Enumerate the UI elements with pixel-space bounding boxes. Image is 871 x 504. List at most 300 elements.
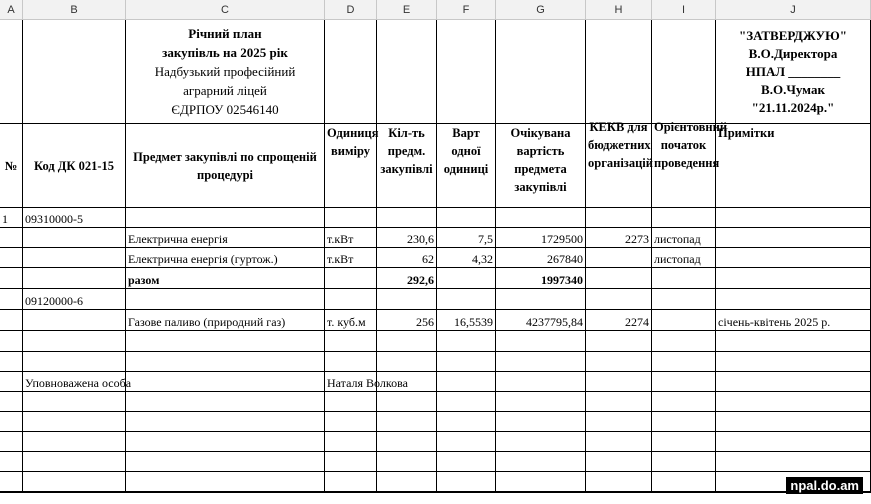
- cell-h17-text: [588, 492, 649, 493]
- column-header-g[interactable]: G: [496, 0, 586, 20]
- cell-a15-text: [2, 452, 20, 471]
- header-num-label: №: [4, 158, 18, 173]
- cell-e1[interactable]: [377, 20, 437, 124]
- cell-h8[interactable]: [586, 310, 652, 331]
- cell-e8-text: 256: [416, 315, 434, 329]
- cell-a17-text: [2, 492, 20, 493]
- cell-i5[interactable]: [652, 248, 716, 268]
- cell-f13[interactable]: [437, 412, 496, 432]
- cell-j9[interactable]: [716, 331, 871, 352]
- cell-h10-text: [588, 352, 649, 371]
- cell-g15[interactable]: [496, 452, 586, 472]
- cell-d11[interactable]: [325, 372, 408, 392]
- cell-d6[interactable]: [325, 268, 377, 289]
- cell-g15-text: [498, 452, 583, 471]
- cell-h15[interactable]: [586, 452, 652, 472]
- header-kekv-label: КЕКВ для бюджетних організацій: [588, 120, 653, 170]
- cell-h13[interactable]: [586, 412, 652, 432]
- header-code-label: Код ДК 021-15: [34, 158, 114, 173]
- title-line1: Річний план: [188, 26, 262, 41]
- cell-i1[interactable]: [652, 20, 716, 124]
- cell-j6[interactable]: [716, 268, 871, 289]
- cell-d8-text: т. куб.м: [327, 315, 366, 329]
- header-subject-label: Предмет закупівлі по спрощеній процедурі: [133, 149, 317, 182]
- cell-h13-text: [588, 412, 649, 431]
- cell-c17-text: [128, 492, 322, 493]
- column-header-c[interactable]: C: [126, 0, 325, 20]
- cell-a11-text: [2, 372, 20, 391]
- cell-e13[interactable]: [377, 412, 437, 432]
- cell-b16[interactable]: [23, 472, 126, 492]
- cell-b8-text: [25, 310, 123, 330]
- cell-f9[interactable]: [437, 331, 496, 352]
- header-unit[interactable]: [325, 124, 377, 208]
- cell-c16-text: [128, 472, 322, 491]
- cell-f6[interactable]: [437, 268, 496, 289]
- cell-h5[interactable]: [586, 248, 652, 268]
- cell-e4-text: 230,6: [407, 232, 434, 246]
- header-expected-label: Очікувана вартість предмета закупівлі: [510, 126, 571, 194]
- cell-b13[interactable]: [23, 412, 126, 432]
- cell-g1-text: [498, 20, 583, 123]
- cell-j5-text: [718, 248, 868, 267]
- cell-h14-text: [588, 432, 649, 451]
- cell-b7-text: 09120000-6: [25, 294, 83, 308]
- cell-a13[interactable]: [0, 412, 23, 432]
- cell-e8[interactable]: [377, 310, 437, 331]
- cell-j12[interactable]: [716, 392, 871, 412]
- cell-e6-text: 292,6: [407, 273, 434, 287]
- cell-e15[interactable]: [377, 452, 437, 472]
- cell-a8[interactable]: [0, 310, 23, 331]
- cell-g3[interactable]: [496, 208, 586, 228]
- cell-b11-text: Уповноважена особа: [25, 376, 132, 390]
- header-unit-label: Одиниця виміру: [327, 126, 379, 158]
- cell-g9[interactable]: [496, 331, 586, 352]
- cell-i12[interactable]: [652, 392, 716, 412]
- cell-i9[interactable]: [652, 331, 716, 352]
- cell-a8-text: [2, 310, 20, 330]
- cell-d3[interactable]: [325, 208, 377, 228]
- cell-c16[interactable]: [126, 472, 325, 492]
- cell-f1-text: [439, 20, 493, 123]
- cell-h1[interactable]: [586, 20, 652, 124]
- cell-b6-text: [25, 268, 123, 288]
- cell-a14[interactable]: [0, 432, 23, 452]
- cell-f16[interactable]: [437, 472, 496, 492]
- cell-b14[interactable]: [23, 432, 126, 452]
- cell-a12[interactable]: [0, 392, 23, 412]
- cell-f4[interactable]: [437, 228, 496, 248]
- cell-f4-text: 7,5: [478, 232, 493, 246]
- cell-f14[interactable]: [437, 432, 496, 452]
- cell-j8[interactable]: [716, 310, 871, 331]
- header-num[interactable]: [0, 124, 23, 208]
- cell-b4[interactable]: [23, 228, 126, 248]
- cell-c8-text: Газове паливо (природний газ): [128, 315, 286, 329]
- cell-c5-text: Електрична енергія (гуртож.): [128, 252, 278, 266]
- cell-d14[interactable]: [325, 432, 377, 452]
- cell-c13[interactable]: [126, 412, 325, 432]
- cell-i10-text: [654, 352, 713, 371]
- header-qty-label: Кіл-ть предм. закупівлі: [380, 126, 433, 176]
- cell-i3[interactable]: [652, 208, 716, 228]
- cell-e9-text: [379, 331, 434, 351]
- cell-h4[interactable]: [586, 228, 652, 248]
- cell-j14-text: [718, 432, 868, 451]
- cell-c14-text: [128, 432, 322, 451]
- cell-e7-text: [379, 289, 434, 309]
- cell-f1[interactable]: [437, 20, 496, 124]
- cell-b12-text: [25, 392, 123, 411]
- cell-d8[interactable]: [325, 310, 377, 331]
- approval-line2: В.О.Директора: [748, 45, 838, 61]
- approval-line3: НПАЛ ________: [745, 63, 841, 79]
- cell-a10-text: [2, 352, 20, 371]
- column-header-f[interactable]: F: [437, 0, 496, 20]
- cell-f12[interactable]: [437, 392, 496, 412]
- header-price[interactable]: [437, 124, 496, 208]
- cell-a13-text: [2, 412, 20, 431]
- cell-j8-text: січень-квітень 2025 р.: [718, 315, 831, 329]
- cell-h14[interactable]: [586, 432, 652, 452]
- cell-i1-text: [654, 20, 713, 123]
- cell-a6[interactable]: [0, 268, 23, 289]
- cell-c7[interactable]: [126, 289, 325, 310]
- cell-j5[interactable]: [716, 248, 871, 268]
- cell-h17[interactable]: [586, 492, 652, 493]
- cell-b4-text: [25, 228, 123, 247]
- cell-j9-text: [718, 331, 868, 351]
- cell-h16-text: [588, 472, 649, 491]
- cell-c4-text: Електрична енергія: [128, 232, 228, 246]
- column-header-e[interactable]: E: [377, 0, 437, 20]
- cell-j7[interactable]: [716, 289, 871, 310]
- header-subject[interactable]: [126, 124, 325, 208]
- cell-j13[interactable]: [716, 412, 871, 432]
- cell-i5-text: листопад: [654, 252, 701, 266]
- cell-i8[interactable]: [652, 310, 716, 331]
- cell-b5[interactable]: [23, 248, 126, 268]
- cell-g8[interactable]: [496, 310, 586, 331]
- cell-d7[interactable]: [325, 289, 377, 310]
- cell-b15[interactable]: [23, 452, 126, 472]
- cell-d5[interactable]: [325, 248, 377, 268]
- cell-i16-text: [654, 472, 713, 491]
- cell-g5[interactable]: [496, 248, 586, 268]
- column-header-i[interactable]: I: [652, 0, 716, 20]
- cell-b9-text: [25, 331, 123, 351]
- cell-d14-text: [327, 432, 374, 451]
- cell-a7[interactable]: [0, 289, 23, 310]
- cell-h5-text: [588, 248, 649, 267]
- cell-g3-text: [498, 208, 583, 227]
- cell-i11[interactable]: [652, 372, 716, 392]
- cell-c5[interactable]: [126, 248, 325, 268]
- cell-e9[interactable]: [377, 331, 437, 352]
- cell-d10[interactable]: [325, 352, 377, 372]
- cell-b16-text: [25, 472, 123, 491]
- cell-c3[interactable]: [126, 208, 325, 228]
- cell-g10[interactable]: [496, 352, 586, 372]
- cell-d13-text: [327, 412, 374, 431]
- header-notes[interactable]: [716, 124, 871, 208]
- cell-c11[interactable]: [126, 372, 325, 392]
- cell-g5-text: 267840: [547, 252, 583, 266]
- cell-c15[interactable]: [126, 452, 325, 472]
- cell-f7[interactable]: [437, 289, 496, 310]
- cell-d12[interactable]: [325, 392, 377, 412]
- cell-g10-text: [498, 352, 583, 371]
- cell-i4-text: листопад: [654, 232, 701, 246]
- cell-b9[interactable]: [23, 331, 126, 352]
- cell-g11-text: [498, 372, 583, 391]
- cell-c12-text: [128, 392, 322, 411]
- cell-a16[interactable]: [0, 472, 23, 492]
- cell-g6-text: 1997340: [541, 273, 583, 287]
- cell-g14[interactable]: [496, 432, 586, 452]
- cell-a10[interactable]: [0, 352, 23, 372]
- cell-j10[interactable]: [716, 352, 871, 372]
- cell-h16[interactable]: [586, 472, 652, 492]
- cell-i13-text: [654, 412, 713, 431]
- cell-b12[interactable]: [23, 392, 126, 412]
- column-header-j[interactable]: J: [716, 0, 871, 20]
- header-notes-label: Примітки: [718, 126, 775, 140]
- cell-d16-text: [327, 472, 374, 491]
- cell-f8[interactable]: [437, 310, 496, 331]
- column-header-a[interactable]: A: [0, 0, 23, 20]
- cell-b10[interactable]: [23, 352, 126, 372]
- cell-j3-text: [718, 208, 868, 227]
- cell-j11[interactable]: [716, 372, 871, 392]
- cell-f6-text: [439, 268, 493, 288]
- header-qty[interactable]: [377, 124, 437, 208]
- cell-e6[interactable]: [377, 268, 437, 289]
- cell-h11[interactable]: [586, 372, 652, 392]
- cell-g17-text: [498, 492, 583, 493]
- cell-h3[interactable]: [586, 208, 652, 228]
- cell-c9[interactable]: [126, 331, 325, 352]
- cell-a9[interactable]: [0, 331, 23, 352]
- cell-i7[interactable]: [652, 289, 716, 310]
- cell-g6[interactable]: [496, 268, 586, 289]
- cell-f8-text: 16,5539: [454, 315, 493, 329]
- cell-e3[interactable]: [377, 208, 437, 228]
- cell-b11[interactable]: [23, 372, 132, 392]
- approval-block[interactable]: [716, 20, 871, 124]
- cell-i10[interactable]: [652, 352, 716, 372]
- cell-a5-text: [2, 248, 20, 267]
- cell-i9-text: [654, 331, 713, 351]
- title-block[interactable]: [126, 20, 325, 124]
- cell-d9[interactable]: [325, 331, 377, 352]
- cell-g13[interactable]: [496, 412, 586, 432]
- cell-f15[interactable]: [437, 452, 496, 472]
- cell-e5-text: 62: [422, 252, 434, 266]
- cell-c10[interactable]: [126, 352, 325, 372]
- header-code[interactable]: [23, 124, 126, 208]
- cell-g16[interactable]: [496, 472, 586, 492]
- cell-a5[interactable]: [0, 248, 23, 268]
- cell-d13[interactable]: [325, 412, 377, 432]
- cell-d1-text: [327, 20, 374, 123]
- cell-b7[interactable]: [23, 289, 126, 310]
- cell-a1[interactable]: [0, 20, 23, 124]
- cell-b1[interactable]: [23, 20, 126, 124]
- cell-e10[interactable]: [377, 352, 437, 372]
- cell-b17-text: [25, 492, 123, 493]
- cell-a12-text: [2, 392, 20, 411]
- cell-c8[interactable]: [126, 310, 325, 331]
- cell-f5[interactable]: [437, 248, 496, 268]
- cell-b6[interactable]: [23, 268, 126, 289]
- cell-d16[interactable]: [325, 472, 377, 492]
- cell-a1-text: [2, 20, 20, 123]
- cell-e12-text: [379, 392, 434, 411]
- cell-i13[interactable]: [652, 412, 716, 432]
- cell-h9-text: [588, 331, 649, 351]
- cell-f11-text: [439, 372, 493, 391]
- cell-a17[interactable]: [0, 492, 23, 493]
- cell-e3-text: [379, 208, 434, 227]
- cell-h8-text: 2274: [625, 315, 649, 329]
- cell-g7-text: [498, 289, 583, 309]
- cell-c6[interactable]: [126, 268, 325, 289]
- cell-f16-text: [439, 472, 493, 491]
- cell-i6[interactable]: [652, 268, 716, 289]
- cell-i12-text: [654, 392, 713, 411]
- cell-e15-text: [379, 452, 434, 471]
- cell-h6[interactable]: [586, 268, 652, 289]
- cell-b15-text: [25, 452, 123, 471]
- cell-a4-text: [2, 228, 20, 247]
- cell-f10[interactable]: [437, 352, 496, 372]
- cell-f14-text: [439, 432, 493, 451]
- cell-d12-text: [327, 392, 374, 411]
- cell-d5-text: т.кВт: [327, 252, 354, 266]
- cell-i15[interactable]: [652, 452, 716, 472]
- cell-f11[interactable]: [437, 372, 496, 392]
- cell-e17[interactable]: [377, 492, 437, 493]
- cell-c4[interactable]: [126, 228, 325, 248]
- cell-g13-text: [498, 412, 583, 431]
- cell-i4[interactable]: [652, 228, 716, 248]
- cell-h6-text: [588, 268, 649, 288]
- header-expected[interactable]: [496, 124, 586, 208]
- cell-b8[interactable]: [23, 310, 126, 331]
- cell-b3[interactable]: [23, 208, 126, 228]
- cell-f5-text: 4,32: [472, 252, 493, 266]
- cell-i14[interactable]: [652, 432, 716, 452]
- cell-g17[interactable]: [496, 492, 586, 493]
- cell-d3-text: [327, 208, 374, 227]
- cell-g7[interactable]: [496, 289, 586, 310]
- cell-j3[interactable]: [716, 208, 871, 228]
- cell-h7[interactable]: [586, 289, 652, 310]
- cell-a11[interactable]: [0, 372, 23, 392]
- cell-g1[interactable]: [496, 20, 586, 124]
- cell-a15[interactable]: [0, 452, 23, 472]
- header-kekv[interactable]: [586, 120, 653, 208]
- cell-g11[interactable]: [496, 372, 586, 392]
- cell-f3[interactable]: [437, 208, 496, 228]
- cell-j4[interactable]: [716, 228, 871, 248]
- cell-a3-text: 1: [2, 212, 8, 226]
- cell-d11-text: Наталя Волкова: [327, 376, 408, 390]
- cell-i16[interactable]: [652, 472, 716, 492]
- cell-j14[interactable]: [716, 432, 871, 452]
- cell-i11-text: [654, 372, 713, 391]
- cell-b17[interactable]: [23, 492, 126, 493]
- cell-h9[interactable]: [586, 331, 652, 352]
- cell-h10[interactable]: [586, 352, 652, 372]
- cell-d17[interactable]: [325, 492, 377, 493]
- cell-a16-text: [2, 472, 20, 491]
- cell-i6-text: [654, 268, 713, 288]
- cell-h12[interactable]: [586, 392, 652, 412]
- cell-e11[interactable]: [377, 372, 437, 392]
- title-line3: Надбузький професійний: [154, 64, 296, 79]
- cell-g9-text: [498, 331, 583, 351]
- cell-c12[interactable]: [126, 392, 325, 412]
- cell-c3-text: [128, 208, 322, 227]
- cell-e5[interactable]: [377, 248, 437, 268]
- cell-c17[interactable]: [126, 492, 325, 493]
- cell-d1[interactable]: [325, 20, 377, 124]
- cell-h11-text: [588, 372, 649, 391]
- cell-d4[interactable]: [325, 228, 377, 248]
- cell-f12-text: [439, 392, 493, 411]
- cell-e16-text: [379, 472, 434, 491]
- cell-d4-text: т.кВт: [327, 232, 354, 246]
- column-header-d[interactable]: D: [325, 0, 377, 20]
- cell-c14[interactable]: [126, 432, 325, 452]
- cell-j15-text: [718, 452, 868, 471]
- cell-f15-text: [439, 452, 493, 471]
- cell-a3[interactable]: [0, 208, 23, 228]
- cell-j13-text: [718, 412, 868, 431]
- cell-i17[interactable]: [652, 492, 716, 493]
- title-line4: аграрний ліцей: [183, 83, 267, 98]
- cell-d10-text: [327, 352, 374, 371]
- cell-b10-text: [25, 352, 123, 371]
- header-start[interactable]: [652, 120, 728, 208]
- cell-e14[interactable]: [377, 432, 437, 452]
- watermark: npal.do.am: [786, 477, 863, 494]
- cell-a4[interactable]: [0, 228, 23, 248]
- cell-g4-text: 1729500: [541, 232, 583, 246]
- cell-e4[interactable]: [377, 228, 437, 248]
- column-header-h[interactable]: H: [586, 0, 652, 20]
- approval-line4: В.О.Чумак: [761, 81, 825, 97]
- cell-e16[interactable]: [377, 472, 437, 492]
- cell-i14-text: [654, 432, 713, 451]
- cell-f10-text: [439, 352, 493, 371]
- title-line2: закупівль на 2025 рік: [162, 45, 288, 60]
- cell-e12[interactable]: [377, 392, 437, 412]
- cell-f9-text: [439, 331, 493, 351]
- cell-d15[interactable]: [325, 452, 377, 472]
- cell-g12[interactable]: [496, 392, 586, 412]
- cell-g4[interactable]: [496, 228, 586, 248]
- cell-f17[interactable]: [437, 492, 496, 493]
- cell-h12-text: [588, 392, 649, 411]
- cell-b5-text: [25, 248, 123, 267]
- cell-e7[interactable]: [377, 289, 437, 310]
- column-header-b[interactable]: B: [23, 0, 126, 20]
- cell-j15[interactable]: [716, 452, 871, 472]
